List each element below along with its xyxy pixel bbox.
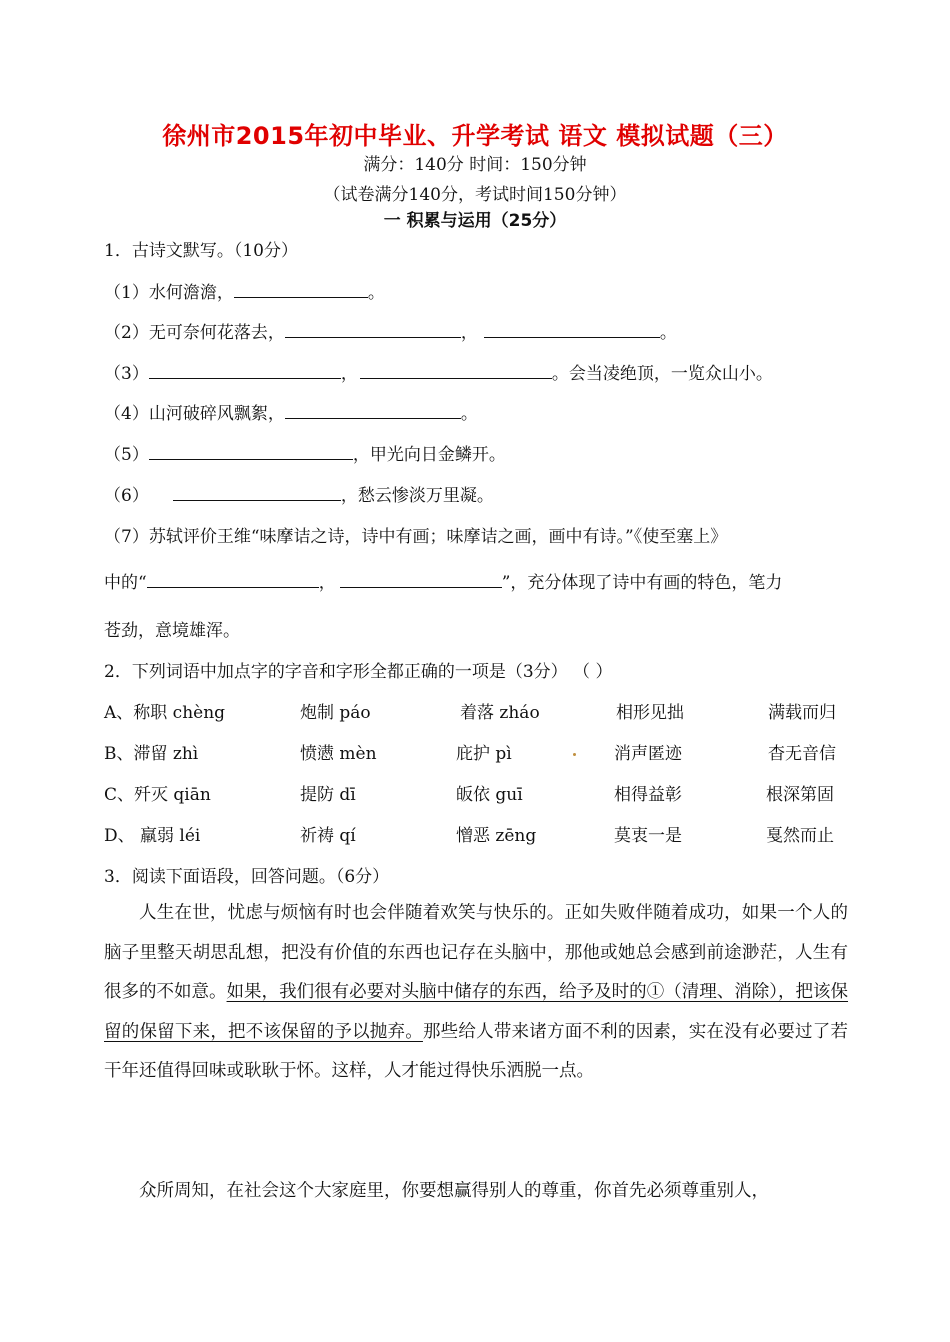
section-heading: 一 积累与运用（25分） [383,211,567,231]
q1-item-2: （2）无可奈何花落去， ， 。 [104,323,677,343]
stray-mark [573,753,576,756]
q2-option-d-2: 祈祷 qí [300,826,356,846]
q2-option-c-5: 根深第固 [766,785,834,805]
q1-item-4: （4）山河破碎风飘絮， 。 [104,404,478,424]
q2-option-a-4: 相形见拙 [616,703,684,723]
q2-heading: 2．下列词语中加点字的字音和字形全都正确的一项是（3分） （ ） [104,662,613,682]
q2-option-b-3: 庇护 pì [456,744,512,764]
q1-item-7-line3: 苍劲，意境雄浑。 [104,621,240,641]
exam-note: （试卷满分140分，考试时间150分钟） [323,185,627,205]
q2-option-a-2: 炮制 páo [300,703,371,723]
answer-blank[interactable] [173,486,341,501]
answer-blank[interactable] [285,323,461,338]
q2-option-b-5: 杳无音信 [768,744,836,764]
q1-item-5: （5） ，甲光向日金鳞开。 [104,445,506,465]
q1-item-1: （1）水何澹澹， 。 [104,283,385,303]
passage-paragraph-2: 众所周知，在社会这个大家庭里，你要想赢得别人的尊重，你首先必须尊重别人， [139,1181,769,1201]
passage-paragraph-1: 人生在世，忧虑与烦恼有时也会伴随着欢笑与快乐的。正如失败伴随着成功，如果一个人的脑子里整天胡思乱想，把没有价值的东西也记存在头脑中，那他或她总会感到前途渺茫，人生有很多的不如意。如果，我们很有必要对头脑中储存的东西，给予及时的①（清理、消除），把该保留的保留下来，把不该保留的予以抛弃。那些给人带来诸方面不利的因素，实在没有必要过了若干年还值得回味或耿耿于怀。这样，人才能过得快乐洒脱一点。 [104,903,849,1081]
q2-option-a-3: 着落 zháo [460,703,540,723]
q2-option-d-4: 莫衷一是 [614,826,682,846]
answer-blank[interactable] [149,445,353,460]
answer-blank[interactable] [234,283,368,298]
q2-option-d-3: 憎恶 zēng [456,826,537,846]
q1-item-7-line2: 中的“ ， ”，充分体现了诗中有画的特色，笔力 [104,573,783,593]
q1-item-7-line1: （7）苏轼评价王维“味摩诘之诗，诗中有画；味摩诘之画，画中有诗。”《使至塞上》 [104,527,728,547]
answer-blank[interactable] [149,364,341,379]
answer-blank[interactable] [285,404,461,419]
answer-blank[interactable] [360,364,552,379]
answer-blank[interactable] [484,323,660,338]
q2-option-d-5: 戛然而止 [766,826,834,846]
q2-option-a-5: 满载而归 [768,703,836,723]
q2-option-b-2: 愤懑 mèn [300,744,377,764]
q2-option-a-1: A、称职 chèng [104,703,226,723]
answer-blank[interactable] [340,573,502,588]
q2-option-c-4: 相得益彰 [614,785,682,805]
underlined-sentence: 如果，我们很有必要对头脑中储存的东西，给予及时的①（清理、消除），把该保留的保留下来，把不该保留的予以抛弃。 [104,982,849,1042]
answer-blank[interactable] [147,573,319,588]
q2-option-c-2: 提防 dī [300,785,356,805]
score-time: 满分：140分 时间：150分钟 [363,155,587,175]
q2-option-b-1: B、滞留 zhì [104,744,199,764]
q2-option-c-3: 皈依 guī [456,785,523,805]
q2-option-c-1: C、歼灭 qiān [104,785,211,805]
page-title: 徐州市2015年初中毕业、升学考试 语文 模拟试题（三） [162,122,788,150]
q2-option-d-1: D、 羸弱 léi [104,826,201,846]
q1-item-3: （3） ， 。会当凌绝顶，一览众山小。 [104,364,773,384]
q2-option-b-4: 消声匿迹 [614,744,682,764]
q1-heading: 1．古诗文默写。（10分） [104,241,298,261]
q1-item-6: （6） ，愁云惨淡万里凝。 [104,486,494,506]
q3-heading: 3．阅读下面语段，回答问题。（6分） [104,867,390,887]
